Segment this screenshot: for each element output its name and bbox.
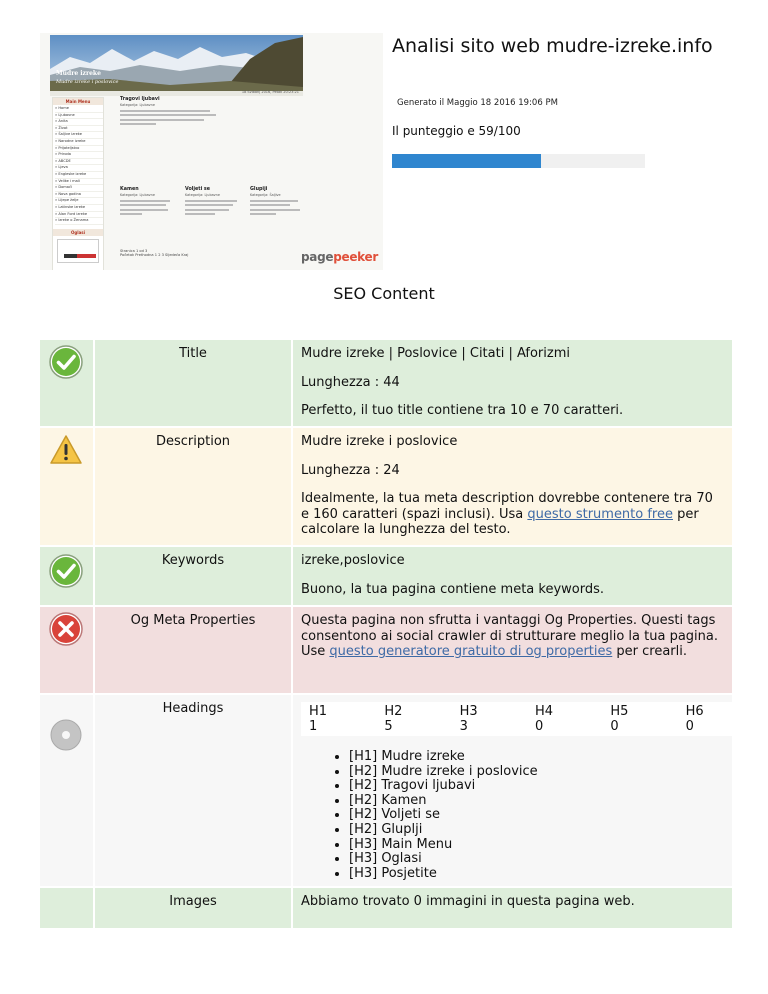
label-cell [95, 340, 291, 426]
heading-level-tag: H3 [459, 704, 478, 719]
heading-level-tag: H5 [610, 704, 629, 719]
error-icon [48, 611, 84, 647]
heading-list-item: • [H3] Posjetite [349, 867, 724, 882]
seo-row-headings [40, 695, 732, 886]
heading-level-tag: H1 [309, 704, 328, 719]
headings-count-table [301, 702, 753, 736]
thumbnail-menu-item[interactable]: » Ljeva [55, 165, 103, 172]
disc-icon [48, 717, 84, 753]
mountain-banner-image [50, 35, 303, 95]
heading-level-h6 [678, 702, 753, 736]
content-cell [293, 428, 732, 545]
label-cell [95, 695, 291, 886]
thumbnail-text-line [250, 213, 276, 215]
status-cell [40, 547, 93, 605]
thumbnail-pager-count: Stranica 1 od 3 [120, 249, 148, 253]
seo-row-images [40, 888, 732, 928]
thumbnail-main-post [120, 97, 310, 125]
score-progress-bar [392, 154, 645, 168]
score-text: Il punteggio e 59/100 [392, 124, 521, 138]
check-icon [48, 344, 84, 380]
description-message [301, 491, 724, 538]
thumbnail-text-line [120, 209, 168, 211]
heading-level-count: 0 [685, 719, 694, 734]
thumbnail-sidebar [52, 97, 104, 270]
content-cell [293, 695, 732, 886]
heading-list-item: • [H1] Mudre izreke [349, 750, 724, 765]
images-value: Abbiamo trovato 0 immagini in questa pagina web. [301, 894, 635, 909]
pagepeeker-logo-part2: peeker [333, 250, 378, 264]
thumbnail-text-line [250, 204, 290, 206]
thumbnail-banner [50, 35, 303, 95]
thumbnail-oglasi-heading: Oglasi [53, 229, 103, 236]
thumbnail-menu-item[interactable]: » Domaći [55, 185, 103, 192]
thumbnail-col-glupiji [250, 187, 308, 215]
thumbnail-menu-item[interactable]: » Priroda [55, 152, 103, 159]
site-thumbnail[interactable] [40, 33, 383, 270]
label-cell [95, 547, 291, 605]
thumbnail-menu-item[interactable]: » Latinske izreke [55, 205, 103, 212]
seo-row-og-meta [40, 607, 732, 693]
thumbnail-text-line [120, 110, 210, 112]
heading-level-h3 [452, 702, 527, 736]
headings-list [301, 750, 724, 881]
thumbnail-pager [120, 249, 188, 257]
thumbnail-col-kamen [120, 187, 178, 215]
thumbnail-menu-item[interactable]: » Lijepe želje [55, 198, 103, 205]
status-cell [40, 695, 93, 886]
status-cell [40, 428, 93, 545]
thumbnail-col-title: Kamen [120, 187, 139, 192]
thumbnail-menu-item[interactable]: » Anita [55, 119, 103, 126]
label-cell [95, 888, 291, 928]
thumbnail-menu-item[interactable]: » ABCDE [55, 159, 103, 166]
title-value: Mudre izreke | Poslovice | Citati | Aforizmi [301, 346, 570, 361]
thumbnail-text-line [185, 200, 237, 202]
heading-level-count: 3 [459, 719, 468, 734]
heading-list-item: • [H3] Oglasi [349, 852, 724, 867]
heading-list-item: • [H2] Mudre izreke i poslovice [349, 765, 724, 780]
page-title: Analisi sito web mudre-izreke.info [392, 35, 713, 57]
thumbnail-menu-item[interactable]: » Šaljive izreke [55, 132, 103, 139]
status-cell [40, 340, 93, 426]
row-label: Headings [162, 701, 224, 716]
content-cell [293, 607, 732, 693]
thumbnail-post-meta: Kategorija: Ljubavne [120, 103, 155, 107]
status-cell [40, 607, 93, 693]
thumbnail-text-line [185, 209, 229, 211]
thumbnail-text-line [120, 123, 156, 125]
thumbnail-menu-item[interactable]: » Ljubavne [55, 113, 103, 120]
section-title: SEO Content [333, 284, 435, 303]
thumbnail-menu-item[interactable]: » Engleske izreke [55, 172, 103, 179]
description-value: Mudre izreke i poslovice [301, 434, 458, 449]
heading-level-tag: H2 [384, 704, 403, 719]
pagepeeker-logo [301, 250, 378, 264]
heading-list-item: • [H2] Voljeti se [349, 808, 724, 823]
title-message: Perfetto, il tuo title contiene tra 10 e 70 caratteri. [301, 403, 624, 418]
thumbnail-col-meta: Kategorija: Ljubavne [185, 193, 220, 197]
heading-list-item: • [H2] Tragovi ljubavi [349, 779, 724, 794]
pagepeeker-logo-part1: page [300, 250, 334, 264]
heading-level-tag: H4 [534, 704, 554, 719]
label-cell [95, 607, 291, 693]
warning-icon [48, 432, 84, 468]
content-cell [293, 340, 732, 426]
thumbnail-logo-subtitle: Mudre izreke i poslovice [56, 79, 119, 85]
thumbnail-text-line [120, 204, 166, 206]
thumbnail-menu-item[interactable]: » Velike i mali [55, 179, 103, 186]
thumbnail-menu-item[interactable]: » Izreke o Ženama [55, 218, 103, 225]
row-label: Description [155, 434, 231, 449]
heading-level-count: 0 [534, 719, 544, 734]
heading-list-item: • [H2] Kamen [349, 794, 724, 809]
heading-list-item: • [H3] Main Menu [349, 838, 724, 853]
label-cell [95, 428, 291, 545]
thumbnail-columns [120, 187, 310, 227]
thumbnail-date-bar [50, 91, 303, 96]
thumbnail-menu [53, 105, 103, 225]
thumbnail-ad-box [57, 239, 99, 263]
title-length: Lunghezza : 44 [301, 374, 400, 390]
thumbnail-text-line [250, 209, 300, 211]
og-message [301, 613, 724, 660]
heading-level-h5 [602, 702, 677, 736]
thumbnail-text-line [120, 119, 204, 121]
check-icon [48, 553, 84, 589]
thumbnail-text-line [185, 213, 215, 215]
description-length: Lunghezza : 24 [301, 462, 400, 478]
thumbnail-col-title: Glupiji [250, 187, 268, 192]
thumbnail-menu-item[interactable]: » Život [55, 126, 103, 133]
thumbnail-text-line [120, 200, 170, 202]
score-progress-fill [392, 154, 541, 168]
thumbnail-text-line [185, 204, 233, 206]
heading-level-tag: H6 [685, 704, 704, 719]
thumbnail-text-line [250, 200, 298, 202]
heading-level-h1 [301, 702, 376, 736]
content-cell [293, 547, 732, 605]
seo-row-description [40, 428, 732, 545]
thumbnail-menu-item[interactable]: » Prijateljstvo [55, 146, 103, 153]
thumbnail-menu-heading: Main Menu [53, 98, 103, 105]
generated-date: Generato il Maggio 18 2016 19:06 PM [397, 98, 558, 108]
heading-level-count: 5 [384, 719, 393, 734]
thumbnail-col-meta: Kategorija: Šaljive [250, 193, 281, 197]
thumbnail-logo-title: Mudre izreke [56, 70, 101, 77]
row-label: Title [179, 346, 207, 361]
thumbnail-date: 18 Svibanj 2016, Petak 20:23:21 [241, 90, 299, 94]
thumbnail-menu-item[interactable]: » Narodne izreke [55, 139, 103, 146]
row-label: Images [169, 894, 217, 909]
thumbnail-col-voljeti [185, 187, 243, 215]
description-message-text-end: per calcolare la lunghezza del testo. [301, 506, 699, 537]
thumbnail-post-title: Tragovi ljubavi [120, 97, 160, 102]
thumbnail-col-title: Voljeti se [185, 187, 211, 192]
seo-row-title [40, 340, 732, 426]
og-message-text-end: per crearli. [612, 644, 688, 659]
thumbnail-text-line [120, 213, 142, 215]
thumbnail-pager-links: Početak Prethodna 1 2 3 Sljedeća Kraj [120, 253, 189, 257]
thumbnail-menu-item[interactable]: » Nova godina [55, 192, 103, 199]
og-generator-link[interactable]: questo generatore gratuito di og properties [329, 644, 613, 659]
heading-list-item: • [H2] Gluplji [349, 823, 724, 838]
thumbnail-text-line [120, 114, 216, 116]
row-label: Og Meta Properties [130, 613, 256, 628]
status-cell [40, 888, 93, 928]
heading-level-count: 0 [610, 719, 619, 734]
thumbnail-menu-item[interactable]: » Alan Ford izreke [55, 212, 103, 219]
keywords-value: izreke,poslovice [301, 553, 405, 568]
keywords-message: Buono, la tua pagina contiene meta keywords. [301, 581, 605, 597]
description-message-text: Idealmente, la tua meta description dovrebbe contenere tra 70 e 160 caratteri (spazi inclusi). Usa [301, 491, 713, 522]
og-message-text: Questa pagina non sfrutta i vantaggi Og Properties. Questi tags consentono ai social crawler di strutturare meglio la tua pagina. Use [301, 613, 718, 659]
row-label: Keywords [161, 553, 225, 568]
thumbnail-col-meta: Kategorija: Ljubavne [120, 193, 155, 197]
content-cell [293, 888, 732, 928]
heading-level-h2 [376, 702, 451, 736]
description-tool-link[interactable]: questo strumento free [527, 506, 673, 522]
heading-level-h4 [527, 702, 602, 736]
seo-row-keywords [40, 547, 732, 605]
heading-level-count: 1 [309, 719, 318, 734]
thumbnail-menu-item[interactable]: » Home [55, 106, 103, 113]
